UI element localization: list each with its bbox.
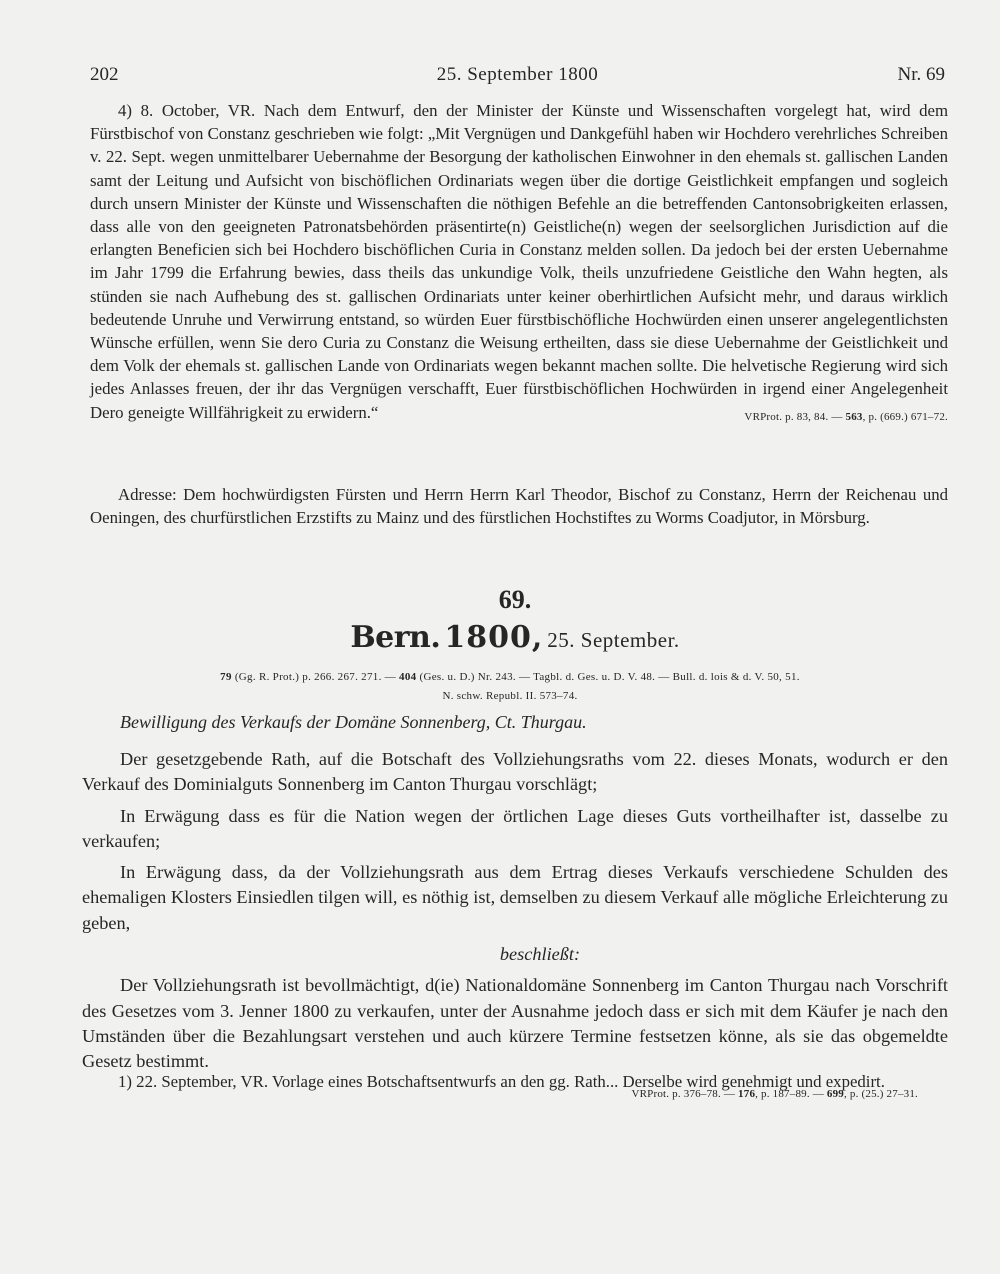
- document-place: Bern.: [350, 620, 441, 655]
- footnote: [82, 1071, 948, 1105]
- previous-note-source: [716, 406, 948, 429]
- header-doc-ref: Nr. 69: [897, 64, 945, 85]
- reference-part: (Ges. u. D.) Nr. 243. — Tagbl. d. Ges. u. D. V. 48. — Bull. d. lois & d. V. 50, 51.: [416, 671, 800, 683]
- header-date: 25. September 1800: [436, 64, 599, 85]
- reference-part: , p. (25.) 27–31.: [844, 1088, 918, 1100]
- previous-document-note: [90, 99, 948, 429]
- reference-part: 176: [738, 1088, 756, 1100]
- page-header: [90, 64, 945, 94]
- source-part: , p. (669.) 671–72.: [862, 410, 948, 423]
- source-part: 563: [845, 410, 863, 423]
- document-body: [82, 747, 948, 1081]
- document-heading: [0, 620, 1000, 655]
- reference-part: VRProt. p. 376–78. —: [631, 1088, 739, 1100]
- address-paragraph: Adresse: Dem hochwürdigsten Fürsten und Herrn Herrn Karl Theodor, Bischof zu Constanz, Herrn der Reichenau und Oeningen, des churfürstlichen Erzstifts zu Mainz und des fürstlichen Hochstiftes zu Worms Coadjutor, in Mörsburg.: [90, 485, 948, 528]
- document-number: 69.: [498, 585, 532, 614]
- reference-part: , p. 187–89. —: [755, 1088, 827, 1100]
- references-line: N. schw. Republ. II. 573–74.: [442, 690, 578, 702]
- reference-part: 79: [220, 671, 232, 683]
- reference-part: 699: [826, 1088, 845, 1100]
- footnote-text: 1) 22. September, VR. Vorlage eines Botschaftsentwurfs an den gg. Rath... Derselbe wird genehmigt und expedirt.: [118, 1072, 885, 1091]
- body-paragraph: In Erwägung dass es für die Nation wegen der örtlichen Lage dieses Guts vortheilhafter ist, dasselbe zu verkaufen;: [82, 805, 948, 851]
- references-line: [120, 668, 900, 687]
- document-year: 1800,: [444, 620, 544, 655]
- resolution-paragraph: Der Vollziehungsrath ist bevollmächtigt, d(ie) Nationaldomäne Sonnenberg im Canton Thurgau nach Vorschrift des Gesetzes vom 3. Jenner 1800 zu verkaufen, unter der Ausnahme jedoch dass er sich mit dem Käufer je nach den Umständen über die Bezahlungsart verstehen und auch kürzere Termine festsetzen könne, als sie das obgemeldte Gesetz bestimmt.: [82, 975, 948, 1072]
- source-part: VRProt. p. 83, 84. —: [744, 410, 846, 423]
- reference-part: 404: [399, 671, 417, 683]
- body-paragraphs: [82, 747, 948, 936]
- body-paragraph: In Erwägung dass, da der Vollziehungsrath aus dem Ertrag dieses Verkaufs verschiedene Schulden des ehemaligen Klosters Einsiedlen tilgen will, es nöthig ist, demselben zu diesem Verkauf alle mögliche Erleichterung zu geben,: [82, 862, 948, 933]
- previous-note-text: 4) 8. October, VR. Nach dem Entwurf, den der Minister der Künste und Wissenschaften vorgelegt hat, wird dem Fürstbischof von Constanz geschrieben wie folgt: „Mit Vergnügen und Dankgefühl haben wir Hochdero verehrliches Schreiben v. 22. Sept. wegen unmittelbarer Uebernahme der Besorgung der katholischen Einwohner in den ehemals st. gallischen Landen samt der Leitung und Aufsicht von bischöflichen Ordinariats wegen über die dortige Geistlichkeit empfangen und sogleich durch unsern Minister der Künste und Wissenschaften die nöthigen Befehle an die betreffenden Cantonsobrigkeiten erlassen, dass alle von den geeigneten Patronatsbehörden präsentirte(n) Geistliche(n) wegen der seelsorglichen Jurisdiction auf die erlangten Beneficien sich bei Hochdero bischöflichen Curia in Constanz melden sollen. Da jedoch bei der ersten Uebernahme im Jahr 1799 die Erfahrung bewies, dass theils das unkundige Volk, theils unzufriedene Geistliche den Wahn hegten, als stünden sie nach Aufhebung des st. gallischen Ordinariats unter keiner oberhirtlichen Aufsicht mehr, und daraus wirklich bedeutende Unruhe und Verwirrung entstand, so würden Euer fürstbischöfliche Hochwürden einen unserer angelegentlichsten Wünsche erfüllen, wenn Sie dero Curia zu Constanz die Weisung ertheilten, dass sie diese Uebernahme der Geistlichkeit und dem Volk der ehemals st. gallischen Lande von Ordinariats wegen bekannt machen sollte. Die helvetische Regierung wird sich jedes Anlasses freuen, der ihr das Vergnügen verschafft, Euer fürstbischöflichen Hochwürden in irgend einer Angelegenheit Dero geneigte Willfährigkeit zu erwidern.“: [90, 101, 948, 422]
- resolves-heading: beschließt:: [499, 944, 581, 965]
- document-title: Bewilligung des Verkaufs der Domäne Sonnenberg, Ct. Thurgau.: [120, 712, 587, 732]
- body-paragraph: Der gesetzgebende Rath, auf die Botschaft des Vollziehungsraths vom 22. dieses Monats, wodurch er den Verkauf des Dominialguts Sonnenberg im Canton Thurgau vorschlägt;: [82, 749, 948, 795]
- document-references: [120, 668, 900, 706]
- document-date: 25. September.: [547, 628, 680, 652]
- page-number: 202: [90, 64, 119, 85]
- reference-part: (Gg. R. Prot.) p. 266. 267. 271. —: [231, 671, 400, 683]
